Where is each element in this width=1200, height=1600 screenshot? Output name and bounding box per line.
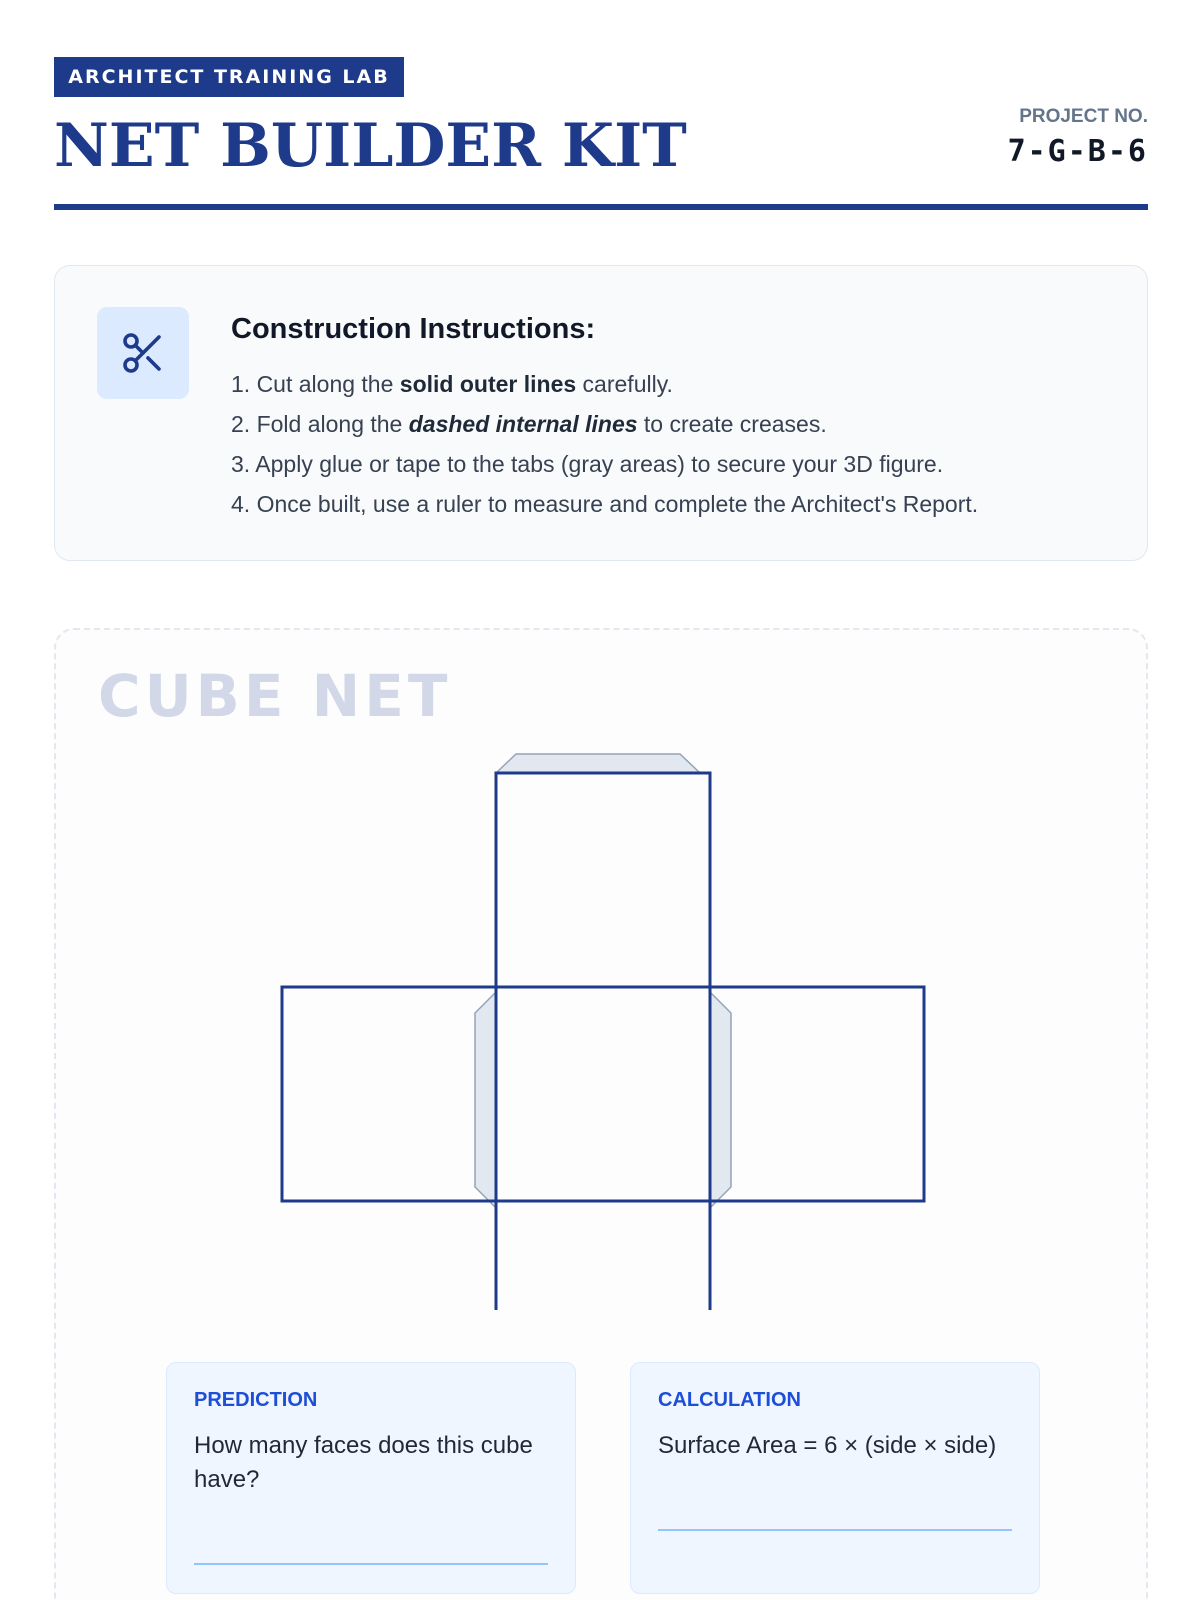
net-face-top [496,773,710,987]
scissors-icon [119,329,167,377]
cube-net-section [54,628,1148,1600]
calculation-label: CALCULATION [658,1389,801,1411]
scissors-icon-box [97,307,189,399]
prediction-answer-line[interactable] [194,1563,548,1565]
instructions-title: Construction Instructions: [231,313,596,345]
lab-badge: ARCHITECT TRAINING LAB [54,57,404,97]
net-face-right [710,987,924,1201]
glue-tab-right [710,992,731,1208]
instruction-step-4: 4. Once built, use a ruler to measure and complete the Architect's Report. [231,491,979,517]
header-divider [54,204,1148,210]
prediction-box [166,1362,576,1594]
calculation-answer-line[interactable] [658,1529,1012,1531]
project-number-value: 7-G-B-6 [1007,134,1148,169]
project-number-label: PROJECT NO. [1019,106,1148,127]
prediction-question: How many faces does this cube have? [194,1432,533,1493]
net-watermark-title: CUBE NET [98,662,452,730]
net-face-center [496,987,710,1201]
instructions-card [54,265,1148,561]
instruction-step-1: 1. Cut along the solid outer lines carefully. [231,371,673,397]
glue-tab-top [496,754,700,773]
instruction-step-2: 2. Fold along the dashed internal lines to create creases. [231,411,827,437]
prediction-label: PREDICTION [194,1389,318,1411]
net-face-left [282,987,496,1201]
calculation-box [630,1362,1040,1594]
cube-net-diagram [56,630,1150,1330]
instruction-step-3: 3. Apply glue or tape to the tabs (gray areas) to secure your 3D figure. [231,451,944,477]
instructions-list [231,364,978,524]
page-title: NET BUILDER KIT [54,111,687,181]
calculation-formula: Surface Area = 6 × (side × side) [658,1432,997,1459]
glue-tab-left [475,992,496,1208]
